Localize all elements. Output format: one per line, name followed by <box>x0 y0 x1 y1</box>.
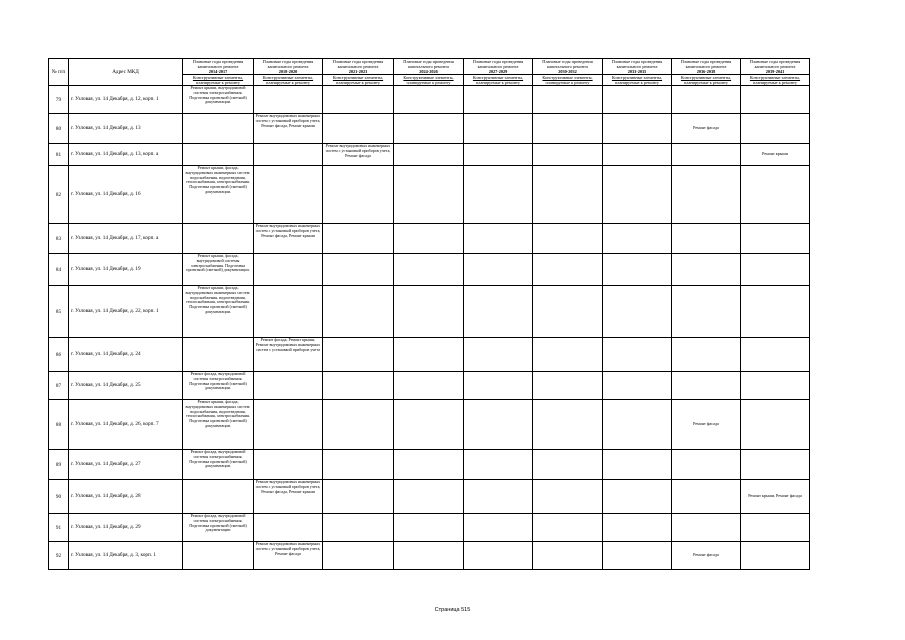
planned-work-cell: Ремонт крыши, фасада, внутридомовых инженерных систем: водоснабжения, водоотведения, теплоснабжения, электроснабжения. Подготовка проектной (сметной) документации. <box>183 166 254 224</box>
planned-work-cell: Ремонт внутридомовых инженерных систем с установкой приборов учета, Ремонт фасада, Ремонт крыши <box>254 224 323 254</box>
table-row <box>49 372 810 400</box>
planned-work-cell <box>254 372 323 400</box>
planned-work-cell <box>603 480 672 514</box>
repair-schedule-sheet <box>48 58 809 570</box>
repair-schedule-table <box>48 58 810 570</box>
table-row <box>49 514 810 542</box>
planned-work-cell: Ремонт фасада, внутридомовой системы электроснабжения. Подготовка проектной (сметной) документации. <box>183 372 254 400</box>
planned-work-cell <box>254 254 323 286</box>
planned-work-cell <box>741 400 810 450</box>
planned-work-cell <box>672 514 741 542</box>
planned-work-cell <box>394 450 464 480</box>
planned-work-cell: Ремонт фасада, Ремонт крыши, Ремонт внутридомовых инженерных систем с установкой приборов учета <box>254 338 323 372</box>
table-row <box>49 114 810 144</box>
planned-work-cell <box>464 286 533 338</box>
row-address: г. Узловая, ул. 14 Декабря, д. 13, корп. а <box>69 144 183 166</box>
header-row-periods <box>49 59 810 75</box>
planned-work-cell <box>603 338 672 372</box>
table-row <box>49 542 810 570</box>
planned-work-cell <box>183 338 254 372</box>
planned-work-cell <box>672 254 741 286</box>
table-row <box>49 144 810 166</box>
table-row <box>49 224 810 254</box>
planned-work-cell <box>464 224 533 254</box>
planned-work-cell <box>464 480 533 514</box>
planned-work-cell: Ремонт внутридомовых инженерных систем с установкой приборов учета, Ремонт фасада <box>323 144 394 166</box>
column-header-address: Адрес МКД <box>69 59 183 86</box>
planned-work-cell: Ремонт крыши, Ремонт фасада <box>741 480 810 514</box>
planned-work-cell: Ремонт фасада, внутридомовой системы электроснабжения. Подготовка проектной (сметной) документации <box>183 514 254 542</box>
planned-work-cell <box>603 286 672 338</box>
row-address: г. Узловая, ул. 14 Декабря, д. 19 <box>69 254 183 286</box>
planned-work-cell <box>464 166 533 224</box>
planned-work-cell: Ремонт крыши, фасада, внутридомовых инженерных систем: водоснабжения, водоотведения, теплоснабжения, электроснабжения. Подготовка проектной (сметной) документации. <box>183 286 254 338</box>
planned-work-cell <box>254 286 323 338</box>
planned-work-cell <box>464 400 533 450</box>
planned-work-cell <box>394 114 464 144</box>
planned-work-cell <box>323 286 394 338</box>
planned-work-cell <box>533 254 603 286</box>
period-header: Плановые годы проведения капитального ремонта 2024-2026 <box>394 59 464 75</box>
planned-work-cell <box>603 224 672 254</box>
planned-work-cell <box>741 224 810 254</box>
row-address: г. Узловая, ул. 14 Декабря, д. 26, корп. 7 <box>69 400 183 450</box>
planned-work-cell <box>603 450 672 480</box>
planned-work-cell <box>672 480 741 514</box>
planned-work-cell <box>603 542 672 570</box>
subheader-elements: Конструктивные элементы, планируемые к ремонту <box>603 75 672 86</box>
planned-work-cell <box>533 450 603 480</box>
planned-work-cell <box>183 480 254 514</box>
table-row <box>49 166 810 224</box>
period-header: Плановые годы проведения капитального ремонта 2018-2020 <box>254 59 323 75</box>
row-number: 80 <box>49 114 69 144</box>
planned-work-cell <box>394 166 464 224</box>
planned-work-cell <box>394 224 464 254</box>
planned-work-cell <box>464 86 533 114</box>
period-header: Плановые годы проведения капитального ремонта 2030-2032 <box>533 59 603 75</box>
planned-work-cell <box>323 254 394 286</box>
planned-work-cell <box>323 114 394 144</box>
planned-work-cell <box>672 286 741 338</box>
planned-work-cell: Ремонт фасада <box>672 542 741 570</box>
period-header: Плановые годы проведения капитального ремонта 2014-2017 <box>183 59 254 75</box>
planned-work-cell <box>603 514 672 542</box>
planned-work-cell <box>533 480 603 514</box>
row-number: 82 <box>49 166 69 224</box>
row-address: г. Узловая, ул. 14 Декабря, д. 28 <box>69 480 183 514</box>
row-number: 81 <box>49 144 69 166</box>
planned-work-cell <box>464 542 533 570</box>
subheader-elements: Конструктивные элементы, планируемые к ремонту <box>183 75 254 86</box>
row-number: 89 <box>49 450 69 480</box>
planned-work-cell <box>603 114 672 144</box>
planned-work-cell <box>464 114 533 144</box>
planned-work-cell <box>323 514 394 542</box>
planned-work-cell <box>254 514 323 542</box>
row-number: 85 <box>49 286 69 338</box>
period-header: Плановые годы проведения капитального ремонта 2036-2038 <box>672 59 741 75</box>
planned-work-cell <box>672 372 741 400</box>
row-address: г. Узловая, ул. 14 Декабря, д. 29 <box>69 514 183 542</box>
table-row <box>49 338 810 372</box>
planned-work-cell <box>741 254 810 286</box>
subheader-elements: Конструктивные элементы, планируемые к ремонту <box>741 75 810 86</box>
subheader-elements: Конструктивные элементы, планируемые к ремонту <box>672 75 741 86</box>
row-number: 87 <box>49 372 69 400</box>
planned-work-cell: Ремонт крыши <box>741 144 810 166</box>
planned-work-cell <box>183 224 254 254</box>
planned-work-cell: Ремонт фасада <box>672 400 741 450</box>
planned-work-cell <box>672 224 741 254</box>
planned-work-cell <box>533 514 603 542</box>
row-number: 91 <box>49 514 69 542</box>
row-address: г. Узловая, ул. 14 Декабря, д. 25 <box>69 372 183 400</box>
row-number: 86 <box>49 338 69 372</box>
planned-work-cell <box>533 286 603 338</box>
period-header: Плановые годы проведения капитального ремонта 2027-2029 <box>464 59 533 75</box>
planned-work-cell <box>323 480 394 514</box>
planned-work-cell <box>603 372 672 400</box>
planned-work-cell <box>254 166 323 224</box>
planned-work-cell: Ремонт фасада, внутридомовой системы электроснабжения. Подготовка проектной (сметной) документации. <box>183 450 254 480</box>
planned-work-cell <box>533 144 603 166</box>
planned-work-cell <box>323 450 394 480</box>
planned-work-cell <box>533 166 603 224</box>
planned-work-cell <box>741 450 810 480</box>
planned-work-cell <box>672 166 741 224</box>
planned-work-cell <box>533 224 603 254</box>
planned-work-cell: Ремонт крыши, фасада, внутридомовой системы электроснабжения. Подготовка проектной (сметной) документации. <box>183 254 254 286</box>
planned-work-cell <box>394 372 464 400</box>
planned-work-cell <box>323 338 394 372</box>
planned-work-cell <box>672 86 741 114</box>
planned-work-cell <box>741 542 810 570</box>
subheader-elements: Конструктивные элементы, планируемые к ремонту <box>254 75 323 86</box>
planned-work-cell <box>603 166 672 224</box>
planned-work-cell <box>323 224 394 254</box>
planned-work-cell <box>323 542 394 570</box>
planned-work-cell <box>741 114 810 144</box>
planned-work-cell <box>672 338 741 372</box>
period-header: Плановые годы проведения капитального ремонта 2039-2041 <box>741 59 810 75</box>
planned-work-cell <box>533 86 603 114</box>
period-header: Плановые годы проведения капитального ремонта 2033-2035 <box>603 59 672 75</box>
row-number: 88 <box>49 400 69 450</box>
planned-work-cell <box>254 144 323 166</box>
planned-work-cell <box>394 480 464 514</box>
row-address: г. Узловая, ул. 14 Декабря, д. 12, корп. 1 <box>69 86 183 114</box>
row-address: г. Узловая, ул. 14 Декабря, д. 13 <box>69 114 183 144</box>
row-address: г. Узловая, ул. 14 Декабря, д. 22, корп. 1 <box>69 286 183 338</box>
planned-work-cell <box>741 338 810 372</box>
planned-work-cell <box>464 450 533 480</box>
planned-work-cell <box>254 86 323 114</box>
planned-work-cell <box>603 400 672 450</box>
table-row <box>49 480 810 514</box>
planned-work-cell <box>394 144 464 166</box>
table-row <box>49 254 810 286</box>
planned-work-cell <box>323 166 394 224</box>
planned-work-cell <box>741 286 810 338</box>
subheader-elements: Конструктивные элементы, планируемые к ремонту <box>533 75 603 86</box>
planned-work-cell <box>603 86 672 114</box>
planned-work-cell <box>394 338 464 372</box>
row-address: г. Узловая, ул. 14 Декабря, д. 27 <box>69 450 183 480</box>
planned-work-cell <box>603 144 672 166</box>
subheader-elements: Конструктивные элементы, планируемые к ремонту <box>323 75 394 86</box>
table-row <box>49 286 810 338</box>
planned-work-cell <box>183 114 254 144</box>
planned-work-cell <box>254 400 323 450</box>
planned-work-cell <box>394 86 464 114</box>
row-number: 79 <box>49 86 69 114</box>
planned-work-cell <box>254 450 323 480</box>
planned-work-cell <box>323 400 394 450</box>
planned-work-cell <box>741 86 810 114</box>
row-address: г. Узловая, ул. 14 Декабря, д. 24 <box>69 338 183 372</box>
planned-work-cell <box>741 166 810 224</box>
subheader-elements: Конструктивные элементы, планируемые к ремонту <box>394 75 464 86</box>
planned-work-cell <box>323 372 394 400</box>
period-header: Плановые годы проведения капитального ремонта 2021-2023 <box>323 59 394 75</box>
planned-work-cell <box>464 254 533 286</box>
column-header-num: № п/п <box>49 59 69 86</box>
planned-work-cell: Ремонт крыши, внутридомовой системы электроснабжения. Подготовка проектной (сметной) документации. <box>183 86 254 114</box>
planned-work-cell <box>394 514 464 542</box>
planned-work-cell <box>533 372 603 400</box>
row-number: 84 <box>49 254 69 286</box>
planned-work-cell <box>464 144 533 166</box>
planned-work-cell: Ремонт внутридомовых инженерных систем с установкой приборов учета, Ремонт фасада, Ремонт крыши <box>254 114 323 144</box>
planned-work-cell <box>533 542 603 570</box>
row-number: 92 <box>49 542 69 570</box>
table-row <box>49 400 810 450</box>
planned-work-cell <box>672 144 741 166</box>
planned-work-cell <box>464 514 533 542</box>
page-footer: Страница 515 <box>434 607 471 613</box>
table-row <box>49 86 810 114</box>
planned-work-cell <box>741 514 810 542</box>
planned-work-cell <box>394 542 464 570</box>
planned-work-cell <box>533 114 603 144</box>
planned-work-cell <box>741 372 810 400</box>
planned-work-cell <box>672 450 741 480</box>
planned-work-cell <box>394 254 464 286</box>
planned-work-cell <box>464 372 533 400</box>
row-number: 90 <box>49 480 69 514</box>
planned-work-cell <box>323 86 394 114</box>
planned-work-cell <box>464 338 533 372</box>
planned-work-cell <box>533 338 603 372</box>
planned-work-cell: Ремонт крыши, фасада, внутридомовых инженерных систем: водоснабжения, водоотведения, теплоснабжения, электроснабжения. Подготовка проектной (сметной) документации. <box>183 400 254 450</box>
planned-work-cell <box>394 400 464 450</box>
row-address: г. Узловая, ул. 14 Декабря, д. 17, корп. а <box>69 224 183 254</box>
planned-work-cell: Ремонт внутридомовых инженерных систем с установкой приборов учета, Ремонт фасада <box>254 542 323 570</box>
planned-work-cell <box>533 400 603 450</box>
row-number: 83 <box>49 224 69 254</box>
planned-work-cell: Ремонт фасада <box>672 114 741 144</box>
row-address: г. Узловая, ул. 14 Декабря, д. 3, корп. 1 <box>69 542 183 570</box>
subheader-elements: Конструктивные элементы, планируемые к ремонту <box>464 75 533 86</box>
planned-work-cell: Ремонт внутридомовых инженерных систем с установкой приборов учета, Ремонт фасада, Ремонт крыши <box>254 480 323 514</box>
table-row <box>49 450 810 480</box>
planned-work-cell <box>394 286 464 338</box>
row-address: г. Узловая, ул. 14 Декабря, д. 16 <box>69 166 183 224</box>
planned-work-cell <box>183 144 254 166</box>
planned-work-cell <box>183 542 254 570</box>
table-body <box>49 86 810 570</box>
planned-work-cell <box>603 254 672 286</box>
